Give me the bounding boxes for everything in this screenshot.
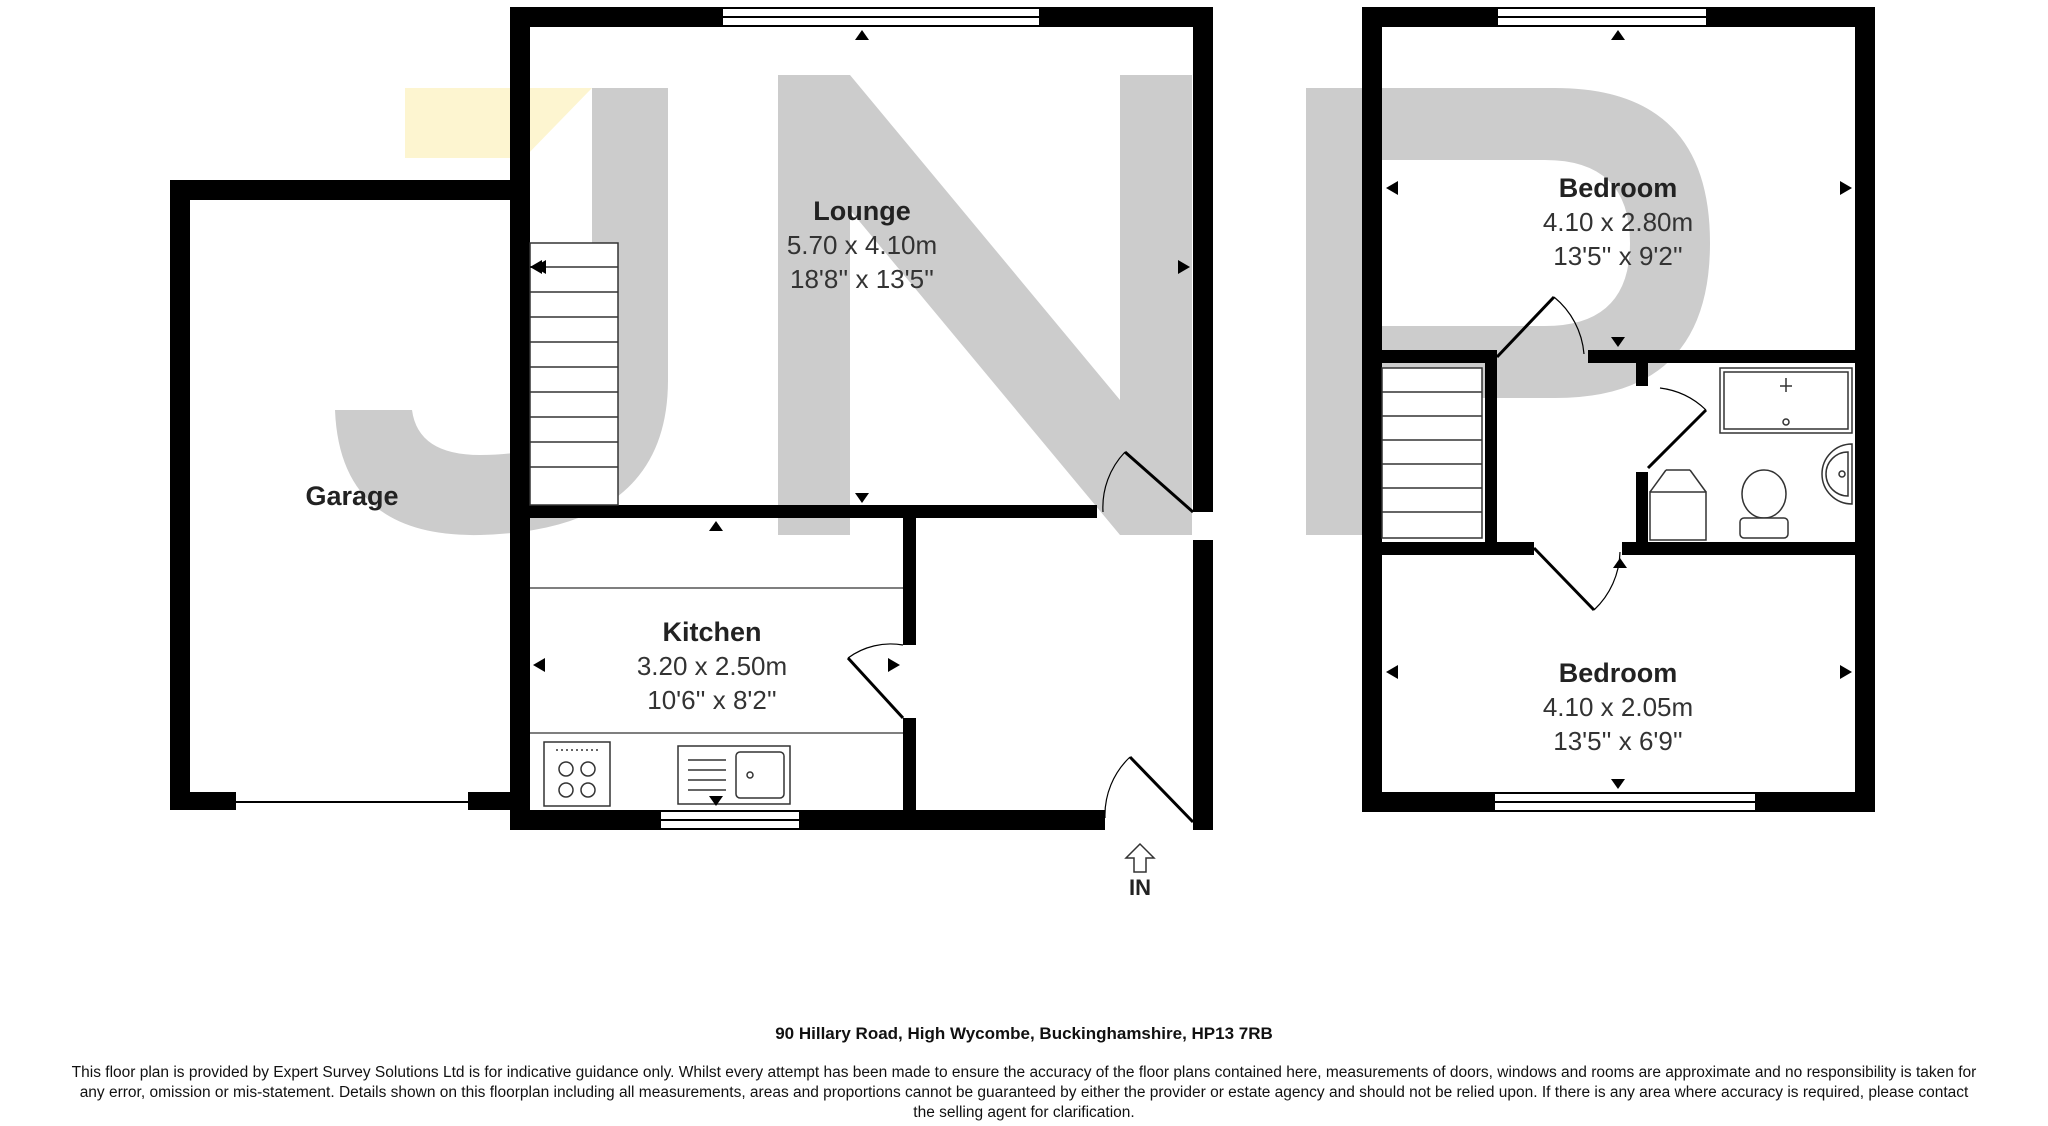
- property-address: 90 Hillary Road, High Wycombe, Buckinghamshire, HP13 7RB: [775, 1024, 1273, 1043]
- disclaimer-line-2: any error, omission or mis-statement. Details shown on this floorplan including all measurements, areas and proportions cannot be guaranteed by either the provider or estate agency and should not be relied upon. If there is any area where accuracy is required, please contact: [79, 1084, 1969, 1101]
- kitchen-metric: 3.20 x 2.50m: [636, 651, 788, 681]
- stairs-first: [1382, 368, 1482, 538]
- kitchen-name: Kitchen: [662, 617, 762, 647]
- hob-icon: [544, 742, 610, 806]
- basin-icon: [1822, 444, 1852, 504]
- bedroom2-imperial: 13'5'' x 6'9'': [1553, 726, 1683, 756]
- bedroom1-name: Bedroom: [1558, 173, 1678, 203]
- disclaimer: [6, 1063, 2042, 1123]
- bath-cabinet-icon: [1650, 470, 1706, 540]
- bedroom2-metric: 4.10 x 2.05m: [1542, 692, 1694, 722]
- bedroom2-name: Bedroom: [1558, 658, 1678, 688]
- disclaimer-line-1: This floor plan is provided by Expert Survey Solutions Ltd is for indicative guidance only. Whilst every attempt has been made to ensure the accuracy of the floor plans contained here, measurements of doors, windows and rooms are approximate and no responsibility is taken for: [71, 1064, 1977, 1081]
- shower-tray-icon: [1720, 368, 1852, 433]
- bedroom1-metric: 4.10 x 2.80m: [1542, 207, 1694, 237]
- disclaimer-line-3: the selling agent for clarification.: [913, 1104, 1135, 1121]
- stairs-ground: [530, 243, 618, 505]
- sink-icon: [678, 746, 790, 804]
- bedroom1-imperial: 13'5'' x 9'2'': [1553, 241, 1683, 271]
- lounge-metric: 5.70 x 4.10m: [786, 230, 938, 260]
- entrance-arrow-icon: [1126, 844, 1154, 872]
- lounge-name: Lounge: [813, 196, 911, 226]
- kitchen-imperial: 10'6'' x 8'2'': [647, 685, 777, 715]
- toilet-icon: [1740, 470, 1788, 538]
- lounge-imperial: 18'8'' x 13'5'': [790, 264, 934, 294]
- entrance-label: IN: [1129, 875, 1151, 900]
- garage-name: Garage: [305, 481, 399, 511]
